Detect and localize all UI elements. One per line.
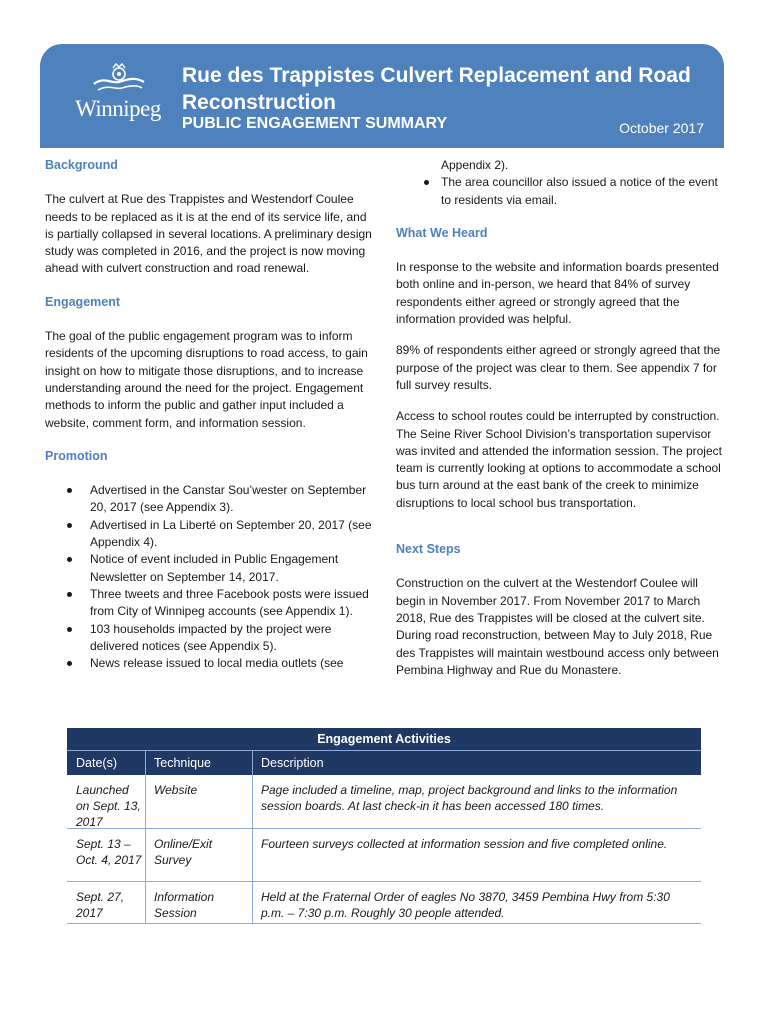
logo-wordmark: Winnipeg (75, 96, 161, 121)
what-we-heard-heading: What We Heard (396, 225, 488, 240)
table-cell-date: Launched on Sept. 13, 2017 (67, 775, 146, 828)
list-item: News release issued to local media outlets (see (45, 655, 377, 672)
promotion-heading: Promotion (45, 448, 108, 463)
engagement-heading: Engagement (45, 294, 121, 309)
what-we-heard-paragraph-3: Access to school routes could be interrupted by construction. The Seine River School Division’s transportation supervisor was invited and attended the information session. The project team is currently looking at options to accommodate a school bus turn around at the east bank of the creek to minimize disruptions to local school bus transportation. (396, 409, 722, 510)
table-cell-technique: Online/Exit Survey (146, 829, 253, 881)
right-column (396, 157, 730, 679)
promotion-continued-text: Appendix 2). (441, 158, 509, 172)
table-cell-technique: Website (146, 775, 253, 828)
column-header-description: Description (261, 756, 324, 770)
next-steps-text: Construction on the culvert at the Westendorf Coulee will begin in November 2017. From November 2017 to March 2018, Rue des Trappistes will be closed at the culvert site. During road reconstruction, between May to July 2018, Rue des Trappistes will maintain westbound access only between Pembina Highway and Rue du Monastere. (396, 576, 719, 677)
next-steps-heading: Next Steps (396, 542, 461, 557)
left-column (45, 157, 377, 672)
list-item: Notice of event included in Public Engagement Newsletter on September 14, 2017. (45, 551, 377, 586)
column-header-dates: Date(s) (67, 751, 146, 775)
table-cell-description: Fourteen surveys collected at information session and five completed online. (261, 837, 668, 851)
table-caption: Engagement Activities (67, 728, 701, 750)
column-header-technique: Technique (146, 751, 253, 775)
list-item: Three tweets and three Facebook posts were issued from City of Winnipeg accounts (see Appendix 1). (45, 586, 377, 621)
what-we-heard-paragraph-2: 89% of respondents either agreed or strongly agreed that the purpose of the project was clear to them. See appendix 7 for full survey results. (396, 343, 721, 392)
table-cell-technique: Information Session (146, 882, 253, 923)
list-item: The area councillor also issued a notice of the event to residents via email. (396, 174, 730, 209)
background-text: The culvert at Rue des Trappistes and Westendorf Coulee needs to be replaced as it is at the end of its service life, and is partially collapsed in several locations. A preliminary design study was completed in 2016, and the project is now moving ahead with culvert construction and road renewal. (45, 192, 372, 276)
what-we-heard-paragraph-1: In response to the website and information boards presented both online and in-person, we heard that 84% of survey respondents either agreed or strongly agreed that the information provided was helpful. (396, 260, 719, 327)
document-date: October 2017 (619, 120, 704, 136)
table-row (67, 882, 701, 924)
list-item: Advertised in La Liberté on September 20, 2017 (see Appendix 4). (45, 517, 377, 552)
engagement-text: The goal of the public engagement program was to inform residents of the upcoming disruptions to road access, to gain insight on how to mitigate those disruptions, and to increase understanding around the need for the project. Engagement methods to inform the public and gather input included a website, comment form, and information session. (45, 329, 368, 430)
table-cell-date: Sept. 27, 2017 (67, 882, 146, 923)
promotion-list (45, 482, 377, 672)
winnipeg-logo (72, 54, 164, 134)
table-row (67, 829, 701, 882)
table-header-row (67, 750, 701, 775)
list-item: Advertised in the Canstar Sou’wester on September 20, 2017 (see Appendix 3). (45, 482, 377, 517)
promotion-continued-list (396, 174, 730, 209)
background-heading: Background (45, 158, 118, 172)
page-title: Rue des Trappistes Culvert Replacement and Road Reconstruction (182, 64, 691, 114)
engagement-activities-table (67, 728, 701, 924)
page-subtitle: PUBLIC ENGAGEMENT SUMMARY (182, 115, 448, 132)
list-item: 103 households impacted by the project were delivered notices (see Appendix 5). (45, 621, 377, 656)
table-cell-description: Page included a timeline, map, project background and links to the information session boards. At last check-in it has been accessed 180 times. (261, 783, 678, 813)
table-cell-date: Sept. 13 – Oct. 4, 2017 (67, 829, 146, 881)
table-cell-description: Held at the Fraternal Order of eagles No 3870, 3459 Pembina Hwy from 5:30 p.m. – 7:30 p.m. Roughly 30 people attended. (261, 890, 670, 920)
table-row (67, 775, 701, 829)
header-banner (40, 44, 724, 148)
